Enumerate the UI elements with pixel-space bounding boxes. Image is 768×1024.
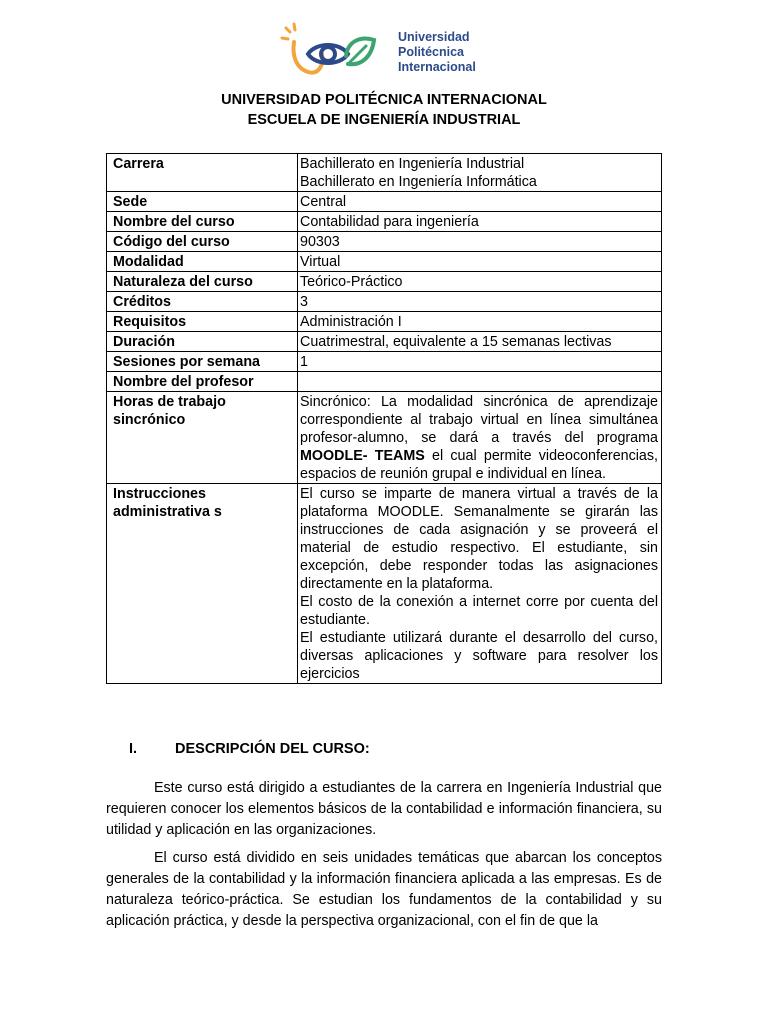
value-duracion: Cuatrimestral, equivalente a 15 semanas lectivas	[298, 332, 662, 352]
table-row	[107, 484, 662, 684]
label-sede: Sede	[107, 192, 298, 212]
value-instrucciones	[298, 484, 662, 684]
university-logo	[278, 22, 498, 82]
instrucciones-p2: El costo de la conexión a internet corre por cuenta del estudiante.	[300, 594, 658, 628]
horas-text-before: Sincrónico: La modalidad sincrónica de aprendizaje correspondiente al trabajo virtual en línea simultánea profesor-alumno, se dará a través del programa	[300, 394, 658, 446]
table-row	[107, 272, 662, 292]
value-carrera	[298, 154, 662, 192]
course-info-table	[106, 153, 662, 684]
logo-mark-icon	[278, 22, 396, 82]
label-carrera: Carrera	[107, 154, 298, 192]
label-creditos: Créditos	[107, 292, 298, 312]
section-title: DESCRIPCIÓN DEL CURSO:	[175, 741, 370, 757]
value-sede: Central	[298, 192, 662, 212]
value-carrera-2: Bachillerato en Ingeniería Informática	[300, 174, 537, 190]
value-naturaleza: Teórico-Práctico	[298, 272, 662, 292]
table-row	[107, 392, 662, 484]
value-horas	[298, 392, 662, 484]
value-creditos: 3	[298, 292, 662, 312]
instrucciones-p1: El curso se imparte de manera virtual a través de la plataforma MOODLE. Semanalmente se girarán las instrucciones de cada asignación y se proveerá el material de estudio respectivo. El estudiante, sin excepción, debe responder todas las asignaciones directamente en la plataforma.	[300, 486, 658, 592]
logo-line-1: Universidad	[398, 30, 470, 44]
table-row	[107, 312, 662, 332]
table-row	[107, 212, 662, 232]
value-nombre-curso: Contabilidad para ingeniería	[298, 212, 662, 232]
value-requisitos: Administración I	[298, 312, 662, 332]
table-row	[107, 332, 662, 352]
label-modalidad: Modalidad	[107, 252, 298, 272]
label-profesor: Nombre del profesor	[107, 372, 298, 392]
description-paragraph-2: El curso está dividido en seis unidades temáticas que abarcan los conceptos generales de la contabilidad y la información financiera aplicada a las empresas. Es de naturaleza teórico-práctica. Se estudian los fundamentos de la contabilidad y su aplicación práctica, y desde la perspectiva organizacional, con el fin de que la	[106, 850, 662, 929]
logo-line-3: Internacional	[398, 60, 476, 74]
horas-program-name: MOODLE- TEAMS	[300, 448, 425, 464]
section-number: I.	[129, 741, 138, 757]
label-instrucciones	[107, 484, 298, 684]
table-row	[107, 154, 662, 192]
label-instrucciones-text: Instrucciones administrativa s	[113, 486, 222, 520]
label-codigo: Código del curso	[107, 232, 298, 252]
value-carrera-1: Bachillerato en Ingeniería Industrial	[300, 156, 525, 172]
table-row	[107, 232, 662, 252]
label-horas: Horas de trabajo sincrónico	[107, 392, 298, 484]
value-codigo: 90303	[298, 232, 662, 252]
table-row	[107, 252, 662, 272]
university-title: UNIVERSIDAD POLITÉCNICA INTERNACIONAL	[221, 92, 547, 108]
table-row	[107, 292, 662, 312]
logo-line-2: Politécnica	[398, 45, 464, 59]
value-modalidad: Virtual	[298, 252, 662, 272]
description-paragraph-1: Este curso está dirigido a estudiantes de la carrera en Ingeniería Industrial que requieren conocer los elementos básicos de la contabilidad e información financiera, su utilidad y aplicación en las organizaciones.	[106, 780, 662, 838]
value-sesiones: 1	[298, 352, 662, 372]
horas-text-after: el cual permite videoconferencias, espacios de reunión grupal e individual en línea.	[300, 448, 658, 482]
school-title: ESCUELA DE INGENIERÍA INDUSTRIAL	[247, 112, 521, 128]
table-row	[107, 372, 662, 392]
section-heading	[129, 741, 370, 757]
label-naturaleza: Naturaleza del curso	[107, 272, 298, 292]
instrucciones-p3: El estudiante utilizará durante el desarrollo del curso, diversas aplicaciones y software para resolver los ejercicios	[300, 630, 658, 682]
label-sesiones: Sesiones por semana	[107, 352, 298, 372]
table-row	[107, 352, 662, 372]
table-row	[107, 192, 662, 212]
label-requisitos: Requisitos	[107, 312, 298, 332]
label-nombre-curso: Nombre del curso	[107, 212, 298, 232]
value-profesor	[298, 372, 662, 392]
label-duracion: Duración	[107, 332, 298, 352]
logo-text	[398, 30, 476, 75]
